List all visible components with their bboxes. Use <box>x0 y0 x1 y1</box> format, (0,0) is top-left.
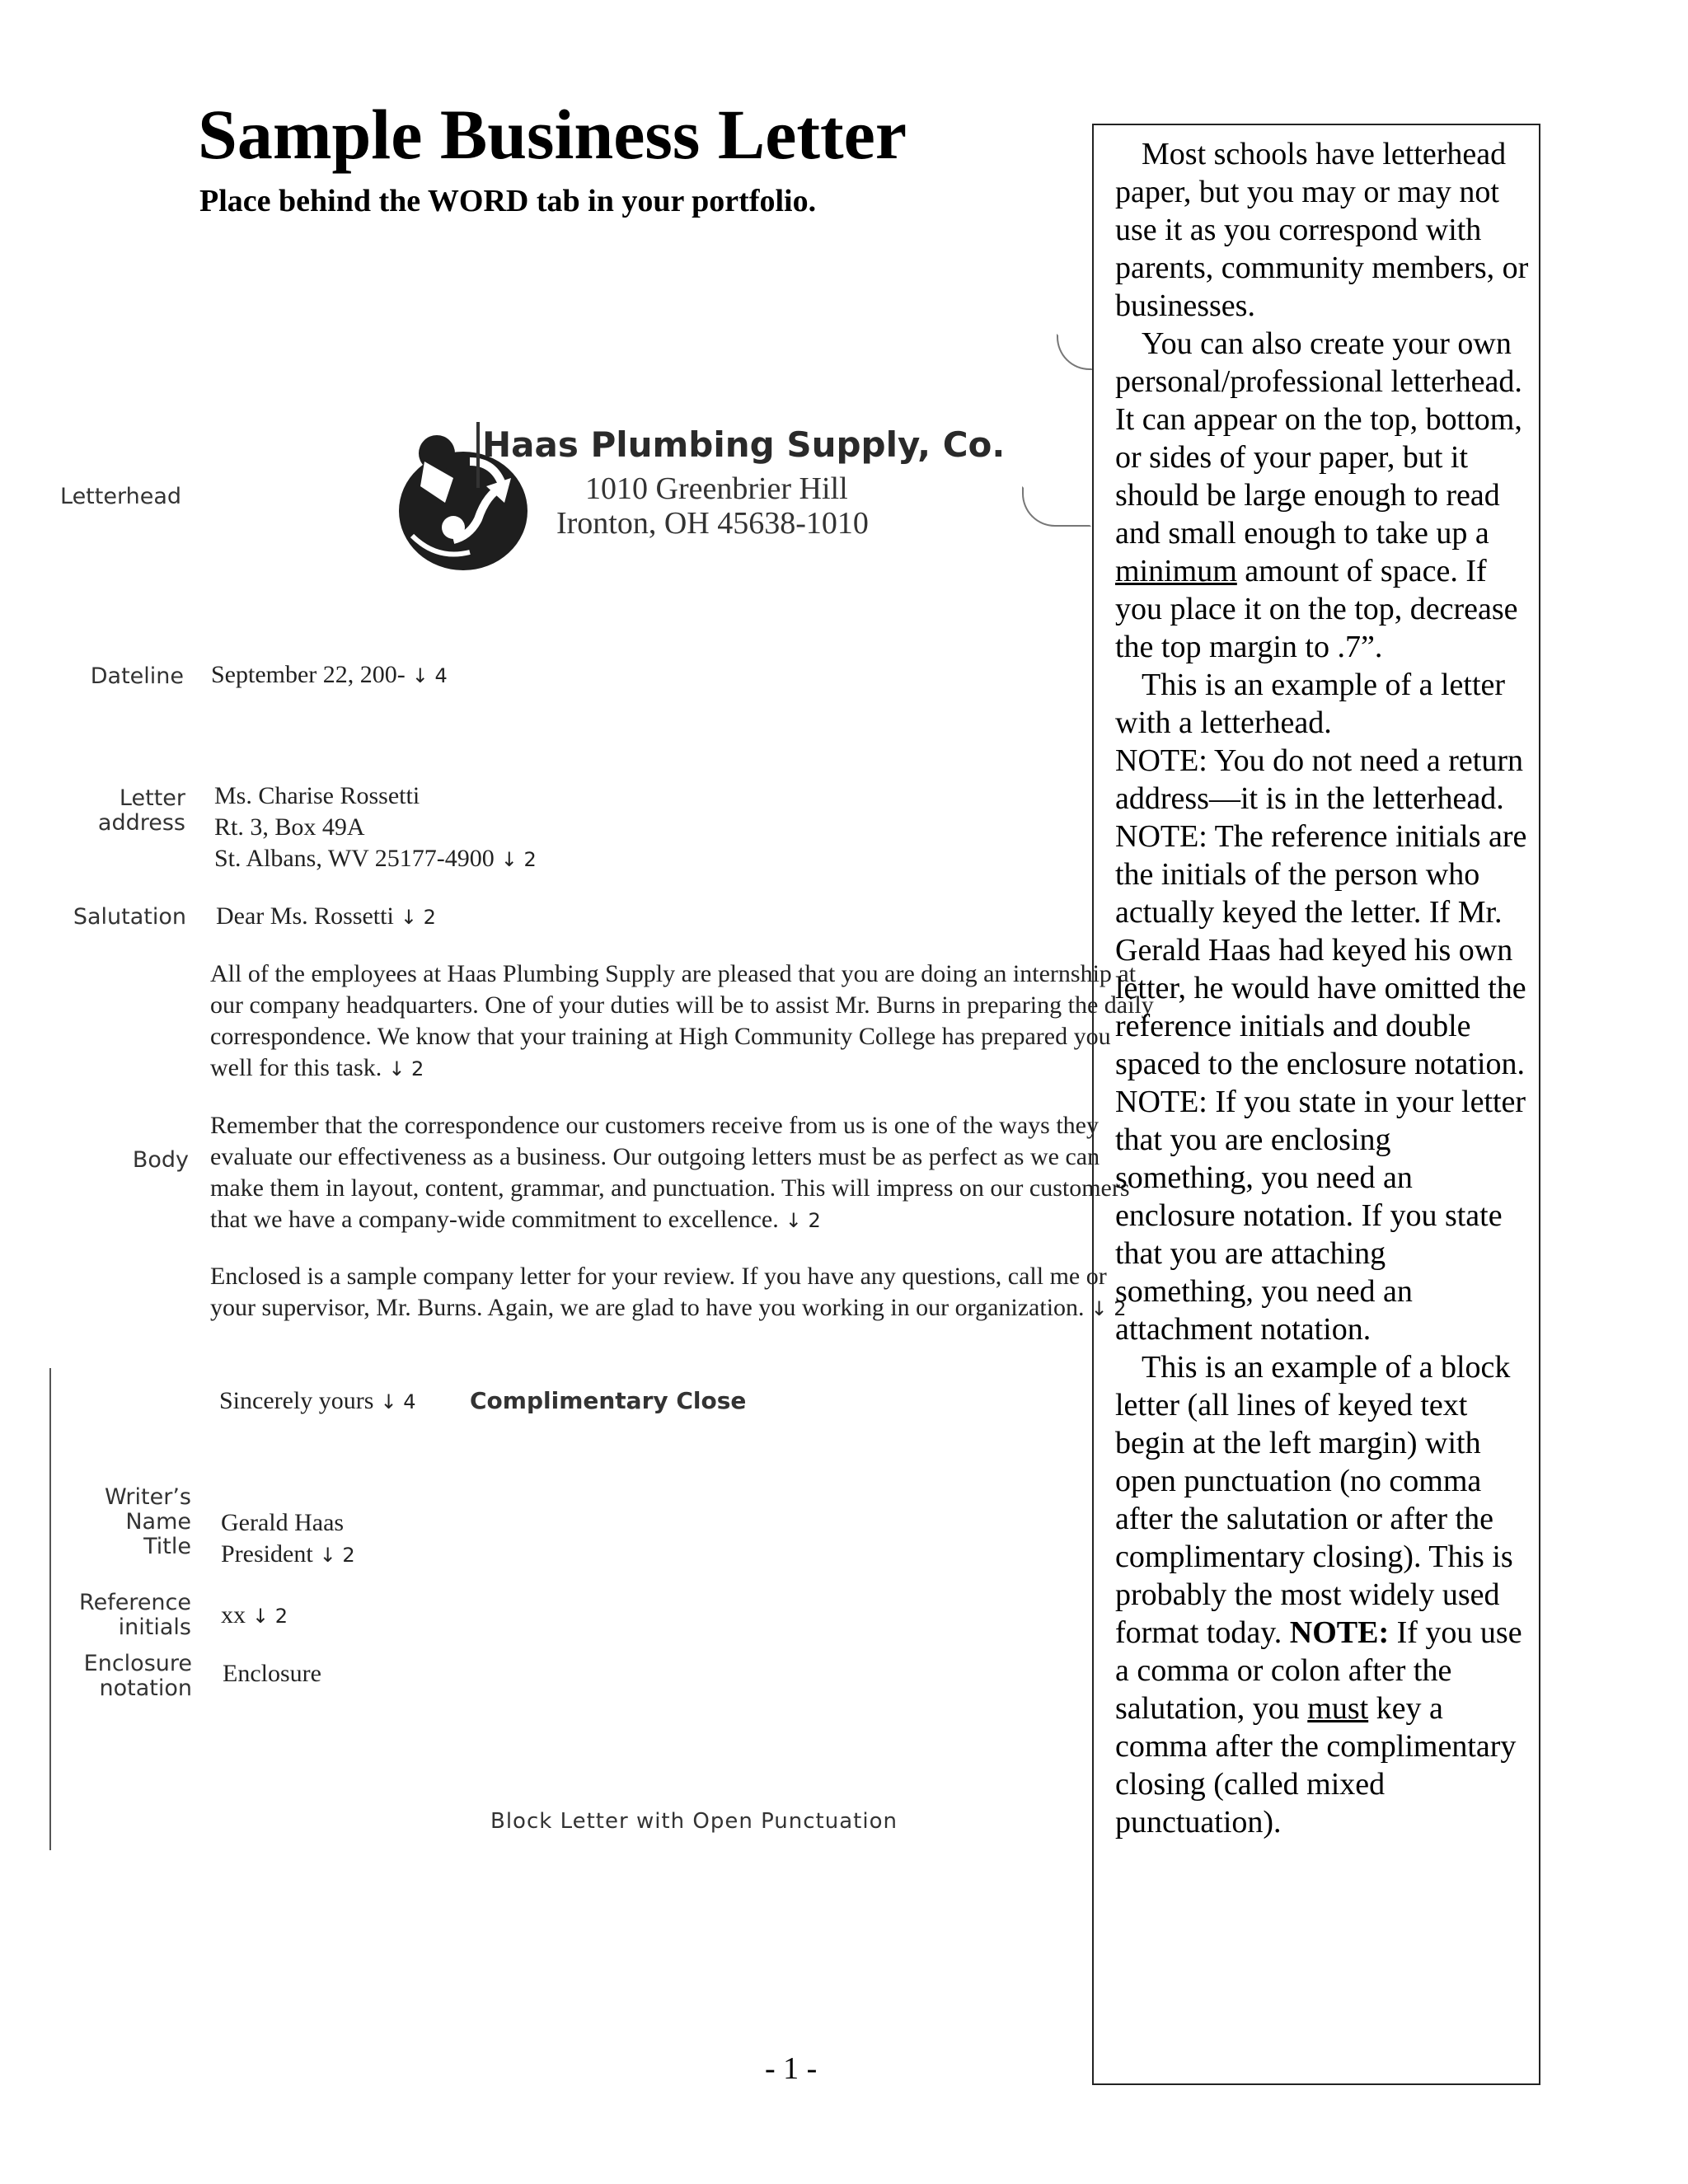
page-subtitle: Place behind the WORD tab in your portfolio. <box>199 184 817 218</box>
body-paragraph-3: Enclosed is a sample company letter for your review. If you have any questions, call me or your supervisor, Mr. Burns. Again, we are glad to have you working in our organization. ↓ 2 <box>210 1263 1127 1321</box>
page-number: - 1 - <box>765 2051 818 2086</box>
page-title: Sample Business Letter <box>198 95 907 174</box>
body-paragraph-1: All of the employees at Haas Plumbing Supply are pleased that you are doing an internship at our company headquarters. One of your duties will be to assist Mr. Burns in preparing the daily correspondence. We know that your training at High Community College has prepared you well for this task. ↓ 2 <box>210 960 1154 1081</box>
writer-name-title: Gerald Haas President ↓ 2 <box>221 1509 355 1568</box>
margin-mark <box>1057 334 1093 370</box>
label-letter-address: Letter address <box>97 785 185 836</box>
figure-caption: Block Letter with Open Punctuation <box>490 1809 898 1834</box>
reference-initials: xx ↓ 2 <box>221 1601 288 1629</box>
dateline: September 22, 200- ↓ 4 <box>211 661 448 688</box>
label-writer: Writer’s Name Title <box>104 1484 191 1559</box>
label-letterhead: Letterhead <box>60 484 181 509</box>
letterhead-divider <box>476 422 480 488</box>
label-reference-initials: Reference initials <box>79 1590 191 1640</box>
label-enclosure-notation: Enclosure notation <box>83 1651 192 1701</box>
notes-sidebar <box>1092 124 1540 2085</box>
enclosure-notation: Enclosure <box>223 1660 321 1687</box>
salutation: Dear Ms. Rossetti ↓ 2 <box>216 902 436 930</box>
note-paragraph: NOTE: If you state in your letter that you are enclosing something, you need an enclosure notation. If you state that you are attaching something, you need an attachment notation. <box>1115 1085 1526 1347</box>
margin-mark <box>1022 486 1091 527</box>
label-dateline: Dateline <box>90 663 184 689</box>
note-paragraph: NOTE: You do not need a return address—it is in the letterhead. <box>1115 743 1523 816</box>
complimentary-close-label: Complimentary Close <box>470 1387 747 1414</box>
company-address-line1: 1010 Greenbrier Hill <box>585 471 848 506</box>
label-body: Body <box>132 1147 189 1173</box>
note-paragraph: This is an example of a block letter (all lines of keyed text begin at the left margin) with open punctuation (no comma after the salutation or after the complimentary closing). This is probably the most widely used format today. NOTE: If you use a comma or colon after the salutation, you must key a comma after the complimentary closing (called mixed punctuation). <box>1115 1350 1522 1840</box>
complimentary-close: Sincerely yours ↓ 4 <box>219 1387 416 1414</box>
inside-address: Ms. Charise Rossetti Rt. 3, Box 49A St. Albans, WV 25177-4900 ↓ 2 <box>214 782 537 872</box>
company-name: Haas Plumbing Supply, Co. <box>482 424 1006 465</box>
note-paragraph: You can also create your own personal/professional letterhead. It can appear on the top, bottom, or sides of your paper, but it should be large enough to read and small enough to take up a minimum amount of space. If you place it on the top, decrease the top margin to .7”. <box>1115 326 1522 664</box>
scan-edge-line <box>49 1368 51 1850</box>
company-address-line2: Ironton, OH 45638-1010 <box>556 506 869 541</box>
label-salutation: Salutation <box>73 904 186 930</box>
note-paragraph: This is an example of a letter with a letterhead. <box>1115 668 1506 740</box>
body-paragraph-2: Remember that the correspondence our customers receive from us is one of the ways they evaluate our effectiveness as a business. Our outgoing letters must be as perfect as we can make them in layout, content, grammar, and punctuation. This will impress on our customers that we have a company-wide commitment to excellence. ↓ 2 <box>210 1112 1130 1233</box>
note-paragraph: NOTE: The reference initials are the initials of the person who actually keyed the letter. If Mr. Gerald Haas had keyed his own letter, he would have omitted the reference initials and double spaced to the enclosure notation. <box>1115 819 1527 1081</box>
note-paragraph: Most schools have letterhead paper, but you may or may not use it as you correspond with parents, community members, or businesses. <box>1115 137 1529 323</box>
